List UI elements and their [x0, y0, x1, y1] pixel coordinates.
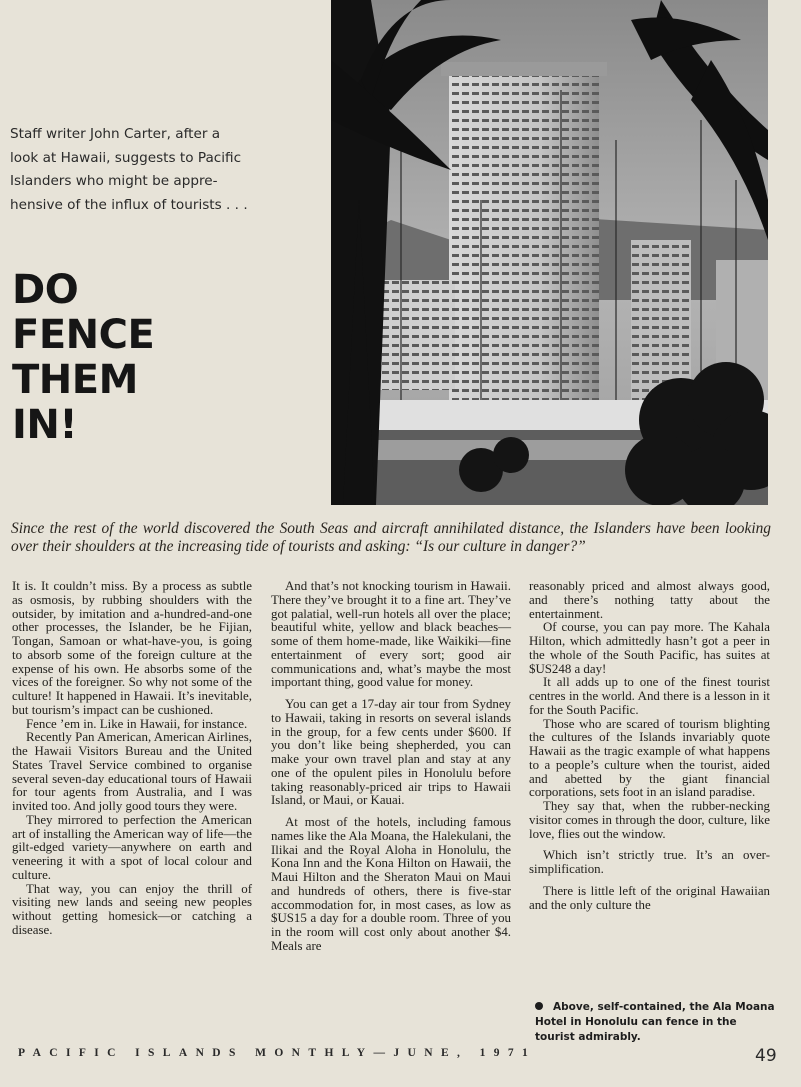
- caption-text: Above, self-contained, the Ala Moana Hotel in Honolulu can fence in the tourist admirably.: [535, 1001, 775, 1043]
- body-paragraph: You can get a 17-day air tour from Sydney to Hawaii, taking in resorts on several islands in the group, for a few cents under $600. If you don’t like being shepherded, you can make your own travel plan and stay at any one of the opulent piles in Honolulu before taking reasonably-priced air trips to Hawaii Island, or Maui, or Kauai.: [271, 697, 511, 808]
- headline-line: IN!: [12, 402, 78, 448]
- body-paragraph: reasonably priced and almost always good, and there’s nothing tatty about the entertainment.: [529, 579, 770, 621]
- hotel-photo: [331, 0, 768, 505]
- body-paragraph: Which isn’t strictly true. It’s an over-simplification.: [529, 848, 770, 876]
- bullet-icon: [535, 1002, 543, 1010]
- headline-line: THEM: [12, 357, 138, 403]
- headline-line: DO: [12, 267, 79, 313]
- intro-line: look at Hawaii, suggests to Pacific: [10, 149, 242, 166]
- hotel-photo-illustration: [331, 0, 768, 505]
- intro-line: Islanders who might be appre-: [10, 173, 218, 189]
- body-column-2: [271, 580, 511, 954]
- headline-line: FENCE: [12, 312, 155, 358]
- body-paragraph: They say that, when the rubber-necking visitor comes in through the door, culture, like love, flies out the window.: [529, 799, 770, 841]
- body-paragraph: And that’s not knocking tourism in Hawaii. There they’ve brought it to a fine art. They’ve got palatial, well-run hotels all over the place; beautiful white, yellow and black beaches—some of them home-made, like Waikiki—fine entertainment of every sort; good air communications and, what’s maybe the most important thing, good value for money.: [271, 579, 511, 690]
- page-number: 49: [755, 1046, 777, 1066]
- article-headline: [12, 268, 312, 448]
- body-paragraph: Recently Pan American, American Airlines, the Hawaii Visitors Bureau and the United States Travel Service combined to organise several seven-day educational tours of Hawaii for tour agents from Australia, and I was invited too. And jolly good tours they were.: [12, 730, 252, 813]
- body-paragraph: At most of the hotels, including famous names like the Ala Moana, the Halekulani, the Ilikai and the Royal Aloha in Honolulu, the Kona Inn and the Kona Hilton on Hawaii, the Maui Hilton and the Sheraton Maui on Maui and hundreds of others, there is five-star accommodation for, in most cases, as low as $US15 a day for a double room. Three of you in the room will cost only about another $4. Meals are: [271, 815, 511, 953]
- body-paragraph: That way, you can enjoy the thrill of visiting new lands and seeing new peoples without getting homesick—or catching a disease.: [12, 881, 252, 937]
- body-paragraph: It all adds up to one of the finest tourist centres in the world. And there is a lesson in it for the South Pacific.: [529, 675, 770, 717]
- intro-line: hensive of the influx of tourists . . .: [10, 196, 248, 213]
- article-standfirst: Since the rest of the world discovered the South Seas and aircraft annihilated distance, the Islanders have been looking over their shoulders at the increasing tide of tourists and asking: “Is our culture in danger?”: [11, 520, 771, 555]
- body-paragraph: Those who are scared of tourism blighting the cultures of the Islands invariably quote Hawaii as the tragic example of what happens to a people’s culture when the tourist, aided and abetted by the giant financial corporations, sets foot in an island paradise.: [529, 716, 770, 800]
- body-paragraph: It is. It couldn’t miss. By a process as subtle as osmosis, by rubbing shoulders with the outsider, by imitation and a-hundred-and-one other processes, the Islander, be he Fijian, Tongan, Samoan or what-have-you, is going to absorb some of the foreign culture at the expense of his own. He absorbs some of the vices of the foreigner. So why not some of the culture! It happened in Hawaii. It’s inevitable, but tourism’s impact can be cushioned.: [12, 579, 252, 717]
- body-column-3: [529, 580, 770, 912]
- body-column-1: [12, 580, 252, 938]
- body-paragraph: Fence ’em in. Like in Hawaii, for instance.: [26, 716, 248, 731]
- body-paragraph: They mirrored to perfection the American art of installing the American way of life—the gilt-edged variety—anywhere on earth and veneering it with a spot of local colour and culture.: [12, 812, 252, 882]
- page-footer: PACIFIC ISLANDS MONTHLY—JUNE, 1971: [18, 1047, 537, 1059]
- body-paragraph: There is little left of the original Hawaiian and the only culture the: [529, 883, 770, 912]
- intro-blurb: [10, 123, 272, 217]
- photo-caption: [535, 1000, 775, 1045]
- intro-line: Staff writer John Carter, after a: [10, 126, 221, 142]
- body-paragraph: Of course, you can pay more. The Kahala Hilton, which admittedly hasn’t got a peer in the whole of the South Pacific, has suites at $US248 a day!: [529, 620, 770, 676]
